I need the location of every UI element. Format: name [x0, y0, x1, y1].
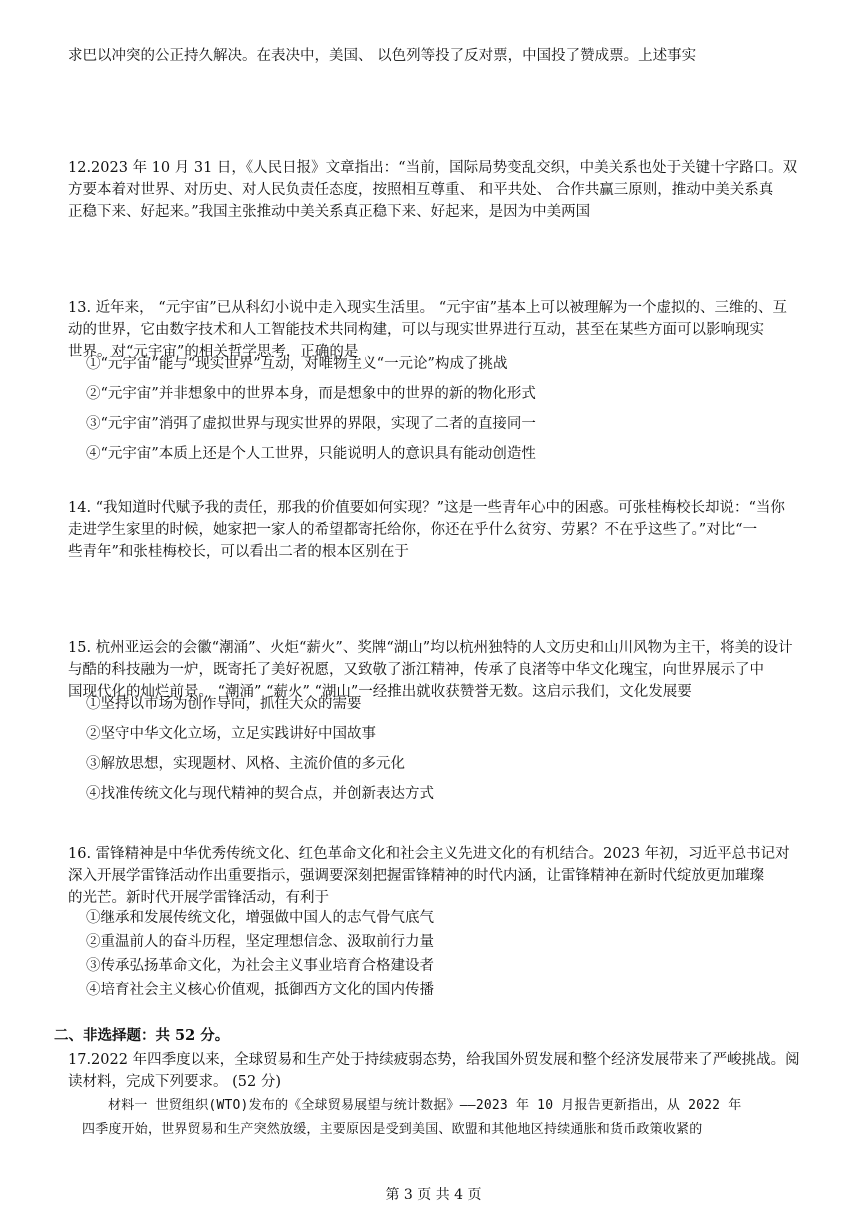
q15-stem-line: 15. 杭州亚运会的会徽“潮涌”、火炬“薪火”、奖牌“湖山”均以杭州独特的人文历史和山川风物为主干，将美的设计	[68, 640, 793, 656]
page-footer: 第 3 页 共 4 页	[385, 1187, 482, 1203]
q13-stem-line: 13. 近年来， “元宇宙”已从科幻小说中走入现实生活里。 “元宇宙”基本上可以被理解为一个虚拟的、三维的、互	[68, 300, 788, 316]
q13-stem-line: 动的世界，它由数字技术和人工智能技术共同构建，可以与现实世界进行互动，甚至在某些方面可以影响现实	[68, 322, 764, 338]
q15-option-1: ①坚持以市场为创作导向，抓住大众的需要	[86, 696, 362, 712]
q17-material-line: 四季度开始，世界贸易和生产突然放缓，主要原因是受到美国、欧盟和其他地区持续通胀和货币政策收紧的	[82, 1122, 703, 1137]
q12-stem-line: 12.2023 年 10 月 31 日，《人民日报》文章指出：“当前，国际局势变乱交织，中美关系也处于关键十字路口。双	[68, 160, 798, 176]
q16-option-1: ①继承和发展传统文化，增强做中国人的志气骨气底气	[86, 910, 434, 926]
q15-option-2: ②坚守中华文化立场，立足实践讲好中国故事	[86, 726, 376, 742]
q16-option-3: ③传承弘扬革命文化，为社会主义事业培育合格建设者	[86, 958, 434, 974]
q13-option-4: ④“元宇宙”本质上还是个人工世界，只能说明人的意识具有能动创造性	[86, 446, 536, 462]
q14-stem-line: 走进学生家里的时候，她家把一家人的希望都寄托给你，你还在乎什么贫穷、劳累？不在乎这些了。”对比“一	[68, 522, 758, 538]
section-heading: 二、非选择题：共 52 分。	[54, 1027, 230, 1044]
q15-stem-line: 与酷的科技融为一炉，既寄托了美好祝愿，又致敬了浙江精神，传承了良渚等中华文化瑰宝，向世界展示了中	[68, 662, 764, 678]
q12-stem-line: 方要本着对世界、对历史、对人民负责任态度，按照相互尊重、 和平共处、 合作共赢三原则，推动中美关系真	[68, 182, 774, 198]
q13-stem-line: 世界。对“元宇宙”的相关哲学思考，正确的是	[68, 344, 359, 360]
q12-stem-line: 正稳下来、好起来。”我国主张推动中美关系真正稳下来、好起来，是因为中美两国	[68, 204, 591, 220]
q15-option-4: ④找准传统文化与现代精神的契合点，并创新表达方式	[86, 786, 434, 802]
q13-option-3: ③“元宇宙”消弭了虚拟世界与现实世界的界限，实现了二者的直接同一	[86, 416, 536, 432]
q17-material-line: 材料一 世贸组织(WTO)发布的《全球贸易展望与统计数据》——2023 年 10 月报告更新指出，从 2022 年	[108, 1098, 742, 1113]
q17-stem-line: 17.2022 年四季度以来，全球贸易和生产处于持续疲弱态势，给我国外贸发展和整个经济发展带来了严峻挑战。阅	[68, 1052, 800, 1068]
q13-option-2: ②“元宇宙”并非想象中的世界本身，而是想象中的世界的新的物化形式	[86, 386, 536, 402]
q16-stem-line: 的光芒。新时代开展学雷锋活动，有利于	[68, 890, 329, 906]
q17-stem-line: 读材料，完成下列要求。 (52 分)	[68, 1074, 281, 1090]
q14-stem-line: 14. “我知道时代赋予我的责任，那我的价值要如何实现？”这是一些青年心中的困惑。可张桂梅校长却说：“当你	[68, 500, 785, 516]
q15-option-3: ③解放思想，实现题材、风格、主流价值的多元化	[86, 756, 405, 772]
q15-stem-line: 国现代化的灿烂前景。 “潮涌” “薪火” “湖山”一经推出就收获赞誉无数。这启示我们，文化发展要	[68, 684, 692, 700]
q13-option-1: ①“元宇宙”能与“现实世界”互动，对唯物主义“一元论”构成了挑战	[86, 356, 508, 372]
q16-option-4: ④培育社会主义核心价值观，抵御西方文化的国内传播	[86, 982, 434, 998]
q11-stem-tail: 求巴以冲突的公正持久解决。在表决中，美国、 以色列等投了反对票，中国投了赞成票。上述事实	[68, 48, 697, 64]
q16-option-2: ②重温前人的奋斗历程，坚定理想信念、汲取前行力量	[86, 934, 434, 950]
q16-stem-line: 深入开展学雷锋活动作出重要指示，强调要深刻把握雷锋精神的时代内涵，让雷锋精神在新时代绽放更加璀璨	[68, 868, 764, 884]
q16-stem-line: 16. 雷锋精神是中华优秀传统文化、红色革命文化和社会主义先进文化的有机结合。2023 年初，习近平总书记对	[68, 846, 790, 862]
q14-stem-line: 些青年”和张桂梅校长，可以看出二者的根本区别在于	[68, 544, 409, 560]
